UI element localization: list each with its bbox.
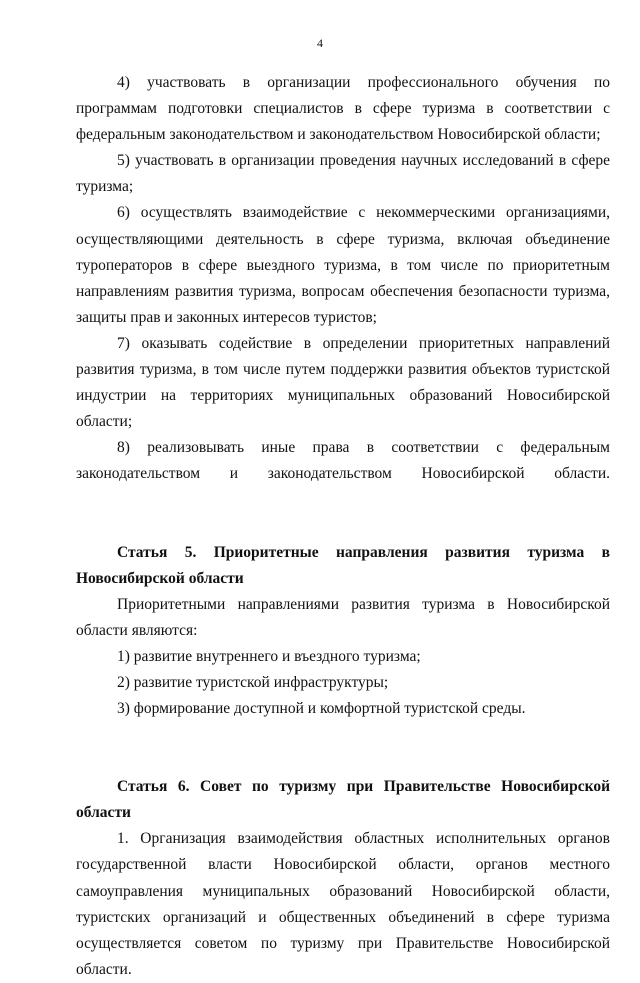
article-6-paragraph-1: 1. Организация взаимодействия областных исполнительных органов государственной власти Новосибирской области, органов местного самоуправления муниципальных образований Новосибирской области, туристских организаций и общественных объединений в сфере туризма осуществляется советом по туризму при Правительстве Новосибирской области. [76, 830, 610, 978]
page-number: 4 [317, 36, 323, 50]
article-5-heading: Статья 5. Приоритетные направления развития туризма в Новосибирской области [76, 543, 610, 587]
article-5-item-1: 1) развитие внутреннего и въездного туризма; [117, 647, 421, 665]
document-body [76, 70, 610, 983]
paragraph-item-5: 5) участвовать в организации проведения научных исследований в сфере туризма; [76, 152, 610, 196]
paragraph-item-7: 7) оказывать содействие в определении приоритетных направлений развития туризма, в том числе путем поддержки развития объектов туристской индустрии на территориях муниципальных образований Новосибирской области; [76, 334, 610, 431]
article-5-item-3: 3) формирование доступной и комфортной туристской среды. [117, 700, 526, 718]
section-gap [76, 722, 610, 774]
paragraph-item-4: 4) участвовать в организации профессионального обучения по программам подготовки специалистов в сфере туризма в соответствии с федеральным законодательством и законодательством Новосибирской области; [76, 74, 610, 144]
paragraph-item-6: 6) осуществлять взаимодействие с некоммерческими организациями, осуществляющими деятельность в сфере туризма, включая объединение туроператоров в сфере выездного туризма, в том числе по приоритетным направлениям развития туризма, вопросам обеспечения безопасности туризма, защиты прав и законных интересов туристов; [76, 204, 610, 326]
paragraph-item-8: 8) реализовывать иные права в соответствии с федеральным законодательством и законодательством Новосибирской области. [76, 439, 610, 483]
article-5-item-2: 2) развитие туристской инфраструктуры; [117, 673, 389, 691]
section-gap [76, 488, 610, 540]
article-5-intro: Приоритетными направлениями развития туризма в Новосибирской области являются: [76, 595, 610, 639]
article-6-heading: Статья 6. Совет по туризму при Правительстве Новосибирской области [76, 778, 610, 822]
